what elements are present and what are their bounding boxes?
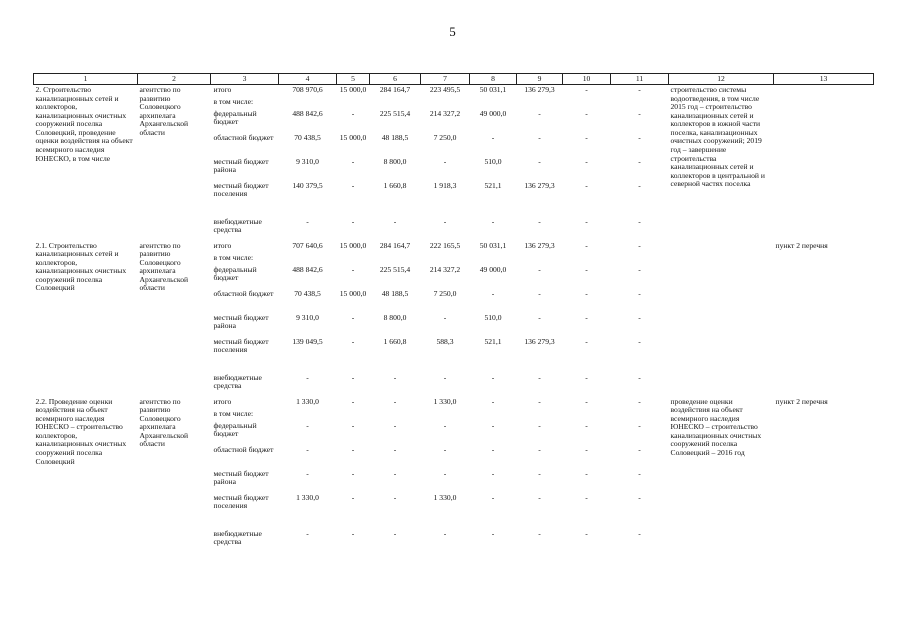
amount-cell: - bbox=[638, 420, 641, 430]
executor-cell: агентство по развитию Соловецкого архипелага Архангельской области bbox=[139, 85, 189, 137]
measure-name-cell: 2.2. Проведение оценки воздействия на объект всемирного наследия ЮНЕСКО – строительство коллекторов, канализационных очистных сооружений поселка Соловецкий bbox=[35, 396, 127, 466]
amount-cell: - bbox=[538, 216, 541, 226]
amount-cell: 8 800,0 bbox=[383, 156, 407, 166]
amount-cell: - bbox=[351, 216, 355, 226]
column-number: 12 bbox=[669, 74, 774, 85]
funding-source-cell: в том числе: bbox=[213, 96, 254, 106]
amount-cell: - bbox=[393, 372, 397, 382]
amount-cell: - bbox=[638, 180, 641, 190]
amount-cell: 15 000,0 bbox=[339, 85, 367, 94]
amount-cell: 488 842,6 bbox=[292, 264, 323, 274]
amount-cell: - bbox=[393, 492, 397, 502]
expected-result-cell bbox=[669, 241, 774, 397]
amount-cell: - bbox=[638, 288, 641, 298]
funding-source-cell: областной бюджет bbox=[213, 444, 274, 454]
amount-cell: - bbox=[491, 132, 495, 142]
amount-cell: 8 800,0 bbox=[383, 312, 407, 322]
column-number: 6 bbox=[370, 74, 421, 85]
amount-cell: - bbox=[538, 264, 541, 274]
amount-cell: 9 310,0 bbox=[296, 312, 319, 322]
amount-cell: - bbox=[393, 396, 397, 406]
amount-cell: - bbox=[351, 312, 355, 322]
amount-cell: - bbox=[585, 180, 588, 190]
amount-cell bbox=[470, 409, 517, 421]
amount-cell: - bbox=[638, 444, 641, 454]
amount-cell: 707 640,6 bbox=[292, 240, 323, 250]
amount-cell: - bbox=[538, 528, 541, 538]
page-number: 5 bbox=[449, 24, 456, 39]
amount-cell: 49 000,0 bbox=[479, 264, 507, 274]
amount-cell: 521,1 bbox=[484, 180, 502, 190]
funding-source-cell: внебюджетные средства bbox=[213, 528, 262, 547]
amount-cell: 15 000,0 bbox=[339, 132, 367, 142]
funding-source-cell: местный бюджет района bbox=[213, 312, 269, 331]
amount-cell: - bbox=[351, 264, 355, 274]
column-number: 10 bbox=[563, 74, 611, 85]
amount-cell bbox=[611, 409, 669, 421]
amount-cell: - bbox=[585, 108, 588, 118]
amount-cell bbox=[337, 97, 370, 109]
funding-source-cell: итого bbox=[213, 240, 232, 250]
amount-cell: - bbox=[585, 216, 588, 226]
amount-cell: - bbox=[491, 468, 495, 478]
amount-cell: - bbox=[306, 468, 309, 478]
amount-cell: - bbox=[638, 156, 641, 166]
amount-cell bbox=[563, 409, 611, 421]
amount-cell bbox=[611, 253, 669, 265]
amount-cell: 510,0 bbox=[484, 156, 502, 166]
amount-cell: 1 660,8 bbox=[383, 336, 407, 346]
column-number: 9 bbox=[517, 74, 563, 85]
table-body bbox=[34, 85, 874, 553]
amount-cell: 70 438,5 bbox=[294, 288, 321, 298]
amount-cell: 1 660,8 bbox=[383, 180, 407, 190]
expected-result-cell: проведение оценки воздействия на объект всемирного наследия ЮНЕСКО – строительство канализационных очистных сооружений поселка Соловецкий – 2016 год bbox=[670, 396, 762, 457]
table-row bbox=[34, 85, 874, 97]
funding-source-cell: внебюджетные средства bbox=[213, 372, 262, 391]
amount-cell: - bbox=[638, 336, 641, 346]
reference-cell: пункт 2 перечня bbox=[775, 396, 828, 406]
amount-cell: - bbox=[585, 156, 588, 166]
amount-cell: 50 031,1 bbox=[479, 240, 507, 250]
amount-cell: - bbox=[538, 444, 541, 454]
column-number: 8 bbox=[470, 74, 517, 85]
amount-cell: - bbox=[538, 108, 541, 118]
amount-cell: 15 000,0 bbox=[339, 240, 367, 250]
amount-cell: 223 495,5 bbox=[429, 85, 461, 94]
amount-cell: - bbox=[443, 468, 447, 478]
reference-cell bbox=[774, 85, 874, 241]
amount-cell: - bbox=[585, 312, 588, 322]
funding-source-cell: областной бюджет bbox=[213, 288, 274, 298]
amount-cell bbox=[279, 97, 337, 109]
amount-cell: - bbox=[443, 444, 447, 454]
amount-cell bbox=[421, 409, 470, 421]
amount-cell bbox=[517, 409, 563, 421]
amount-cell: - bbox=[443, 156, 447, 166]
amount-cell: 284 164,7 bbox=[379, 85, 411, 94]
amount-cell: 708 970,6 bbox=[292, 85, 323, 94]
amount-cell: - bbox=[585, 240, 588, 250]
funding-source-cell: в том числе: bbox=[213, 252, 254, 262]
amount-cell: - bbox=[538, 156, 541, 166]
amount-cell: 225 515,4 bbox=[379, 108, 411, 118]
amount-cell: - bbox=[638, 264, 641, 274]
column-number: 4 bbox=[279, 74, 337, 85]
measure-name-cell: 2.1. Строительство канализационных сетей и коллекторов, канализационных очистных сооружений поселка Соловецкий bbox=[35, 240, 127, 293]
amount-cell: - bbox=[491, 372, 495, 382]
amount-cell: - bbox=[585, 444, 588, 454]
amount-cell: - bbox=[491, 492, 495, 502]
amount-cell: - bbox=[393, 420, 397, 430]
amount-cell: 48 188,5 bbox=[381, 288, 409, 298]
amount-cell bbox=[337, 253, 370, 265]
amount-cell: 214 327,2 bbox=[429, 264, 461, 274]
amount-cell: 521,1 bbox=[484, 336, 502, 346]
amount-cell: 1 330,0 bbox=[296, 396, 319, 406]
funding-source-cell: в том числе: bbox=[213, 408, 254, 418]
amount-cell: - bbox=[393, 468, 397, 478]
funding-source-cell: местный бюджет поселения bbox=[213, 492, 269, 511]
amount-cell: - bbox=[351, 444, 355, 454]
amount-cell: - bbox=[351, 156, 355, 166]
column-number: 2 bbox=[138, 74, 211, 85]
amount-cell: 1 918,3 bbox=[433, 180, 457, 190]
amount-cell: - bbox=[306, 372, 309, 382]
program-table bbox=[33, 73, 874, 553]
amount-cell: - bbox=[538, 372, 541, 382]
amount-cell: - bbox=[393, 216, 397, 226]
amount-cell: - bbox=[351, 180, 355, 190]
amount-cell: - bbox=[585, 85, 588, 94]
funding-source-cell: федеральный бюджет bbox=[213, 264, 257, 283]
amount-cell bbox=[563, 97, 611, 109]
amount-cell bbox=[370, 253, 421, 265]
funding-source-cell: местный бюджет поселения bbox=[213, 336, 269, 355]
amount-cell: - bbox=[351, 372, 355, 382]
funding-source-cell: местный бюджет района bbox=[213, 468, 269, 487]
amount-cell: 139 049,5 bbox=[292, 336, 323, 346]
executor-cell: агентство по развитию Соловецкого архипелага Архангельской области bbox=[139, 396, 189, 449]
amount-cell: 488 842,6 bbox=[292, 108, 323, 118]
column-number-row bbox=[34, 74, 874, 85]
amount-cell: - bbox=[351, 492, 355, 502]
amount-cell: 136 279,3 bbox=[524, 336, 555, 346]
amount-cell: - bbox=[491, 444, 495, 454]
amount-cell bbox=[370, 97, 421, 109]
expected-result-cell: строительство системы водоотведения, в том числе 2015 год – строительство канализационных сетей и коллекторов в южной части поселка, канализационных очистных сооружений; 2019 год – завершение строительства канализационных сетей и коллекторов в центральной и северной частях поселка bbox=[670, 85, 765, 189]
amount-cell bbox=[611, 97, 669, 109]
amount-cell: 70 438,5 bbox=[294, 132, 321, 142]
amount-cell: - bbox=[638, 132, 641, 142]
amount-cell: - bbox=[638, 240, 641, 250]
amount-cell: 49 000,0 bbox=[479, 108, 507, 118]
amount-cell: - bbox=[585, 264, 588, 274]
amount-cell: - bbox=[351, 336, 355, 346]
amount-cell: - bbox=[638, 528, 641, 538]
amount-cell: - bbox=[585, 420, 588, 430]
amount-cell: - bbox=[585, 288, 588, 298]
amount-cell: - bbox=[443, 528, 447, 538]
amount-cell: - bbox=[585, 492, 588, 502]
amount-cell: - bbox=[638, 312, 641, 322]
funding-source-cell: местный бюджет района bbox=[213, 156, 269, 175]
table-row bbox=[34, 397, 874, 409]
amount-cell: 50 031,1 bbox=[479, 85, 507, 94]
amount-cell: - bbox=[443, 420, 447, 430]
amount-cell: - bbox=[491, 420, 495, 430]
amount-cell: - bbox=[638, 396, 641, 406]
amount-cell bbox=[370, 409, 421, 421]
amount-cell: - bbox=[443, 312, 447, 322]
reference-cell: пункт 2 перечня bbox=[775, 240, 828, 250]
amount-cell: - bbox=[491, 528, 495, 538]
amount-cell: 225 515,4 bbox=[379, 264, 411, 274]
amount-cell: - bbox=[638, 372, 641, 382]
funding-source-cell: итого bbox=[213, 396, 232, 406]
amount-cell: 588,3 bbox=[436, 336, 454, 346]
amount-cell: - bbox=[351, 396, 355, 406]
amount-cell: 1 330,0 bbox=[433, 396, 457, 406]
amount-cell bbox=[563, 253, 611, 265]
amount-cell: 222 165,5 bbox=[429, 240, 461, 250]
amount-cell: - bbox=[393, 528, 397, 538]
amount-cell: 284 164,7 bbox=[379, 240, 411, 250]
funding-source-cell: федеральный бюджет bbox=[213, 108, 257, 127]
amount-cell: - bbox=[538, 312, 541, 322]
amount-cell: - bbox=[638, 216, 641, 226]
amount-cell: - bbox=[351, 420, 355, 430]
amount-cell: 140 379,5 bbox=[292, 180, 323, 190]
amount-cell: - bbox=[351, 528, 355, 538]
amount-cell: - bbox=[585, 132, 588, 142]
amount-cell: - bbox=[538, 132, 541, 142]
measure-name-cell: 2. Строительство канализационных сетей и коллекторов, канализационных очистных сооружений поселка Соловецкий, проведение оценки воздействия на объект всемирного наследия ЮНЕСКО, в том числе bbox=[35, 85, 133, 163]
amount-cell: 1 330,0 bbox=[296, 492, 319, 502]
amount-cell: - bbox=[491, 288, 495, 298]
amount-cell: - bbox=[538, 492, 541, 502]
column-number: 3 bbox=[211, 74, 279, 85]
funding-source-cell: итого bbox=[213, 85, 232, 94]
amount-cell bbox=[421, 97, 470, 109]
amount-cell bbox=[517, 97, 563, 109]
amount-cell: - bbox=[585, 336, 588, 346]
amount-cell: - bbox=[585, 396, 588, 406]
amount-cell: 15 000,0 bbox=[339, 288, 367, 298]
column-number: 7 bbox=[421, 74, 470, 85]
amount-cell: - bbox=[491, 396, 495, 406]
amount-cell: - bbox=[491, 216, 495, 226]
amount-cell: 136 279,3 bbox=[524, 180, 555, 190]
amount-cell bbox=[470, 253, 517, 265]
funding-source-cell: местный бюджет поселения bbox=[213, 180, 269, 199]
funding-source-cell: внебюджетные средства bbox=[213, 216, 262, 235]
amount-cell bbox=[421, 253, 470, 265]
amount-cell: 136 279,3 bbox=[524, 85, 555, 94]
amount-cell: - bbox=[638, 108, 641, 118]
amount-cell: - bbox=[638, 492, 641, 502]
amount-cell: 48 188,5 bbox=[381, 132, 409, 142]
amount-cell: - bbox=[351, 108, 355, 118]
amount-cell: 9 310,0 bbox=[296, 156, 319, 166]
amount-cell: - bbox=[585, 372, 588, 382]
funding-source-cell: областной бюджет bbox=[213, 132, 274, 142]
amount-cell bbox=[470, 97, 517, 109]
amount-cell: - bbox=[538, 396, 541, 406]
amount-cell: 510,0 bbox=[484, 312, 502, 322]
amount-cell bbox=[517, 253, 563, 265]
amount-cell: - bbox=[585, 468, 588, 478]
amount-cell: - bbox=[538, 468, 541, 478]
amount-cell: - bbox=[393, 444, 397, 454]
amount-cell: - bbox=[306, 216, 309, 226]
amount-cell bbox=[279, 253, 337, 265]
amount-cell: 214 327,2 bbox=[429, 108, 461, 118]
amount-cell: - bbox=[443, 216, 447, 226]
amount-cell: - bbox=[351, 468, 355, 478]
executor-cell: агентство по развитию Соловецкого архипелага Архангельской области bbox=[139, 240, 189, 293]
column-number: 11 bbox=[611, 74, 669, 85]
amount-cell: - bbox=[638, 468, 641, 478]
amount-cell: 136 279,3 bbox=[524, 240, 555, 250]
amount-cell: - bbox=[585, 528, 588, 538]
amount-cell: - bbox=[306, 420, 309, 430]
column-number: 1 bbox=[34, 74, 138, 85]
amount-cell: 1 330,0 bbox=[433, 492, 457, 502]
amount-cell: 7 250,0 bbox=[433, 288, 457, 298]
amount-cell bbox=[279, 409, 337, 421]
amount-cell bbox=[337, 409, 370, 421]
column-number: 13 bbox=[774, 74, 874, 85]
amount-cell: - bbox=[443, 372, 447, 382]
amount-cell: 7 250,0 bbox=[433, 132, 457, 142]
amount-cell: - bbox=[306, 528, 309, 538]
table-row bbox=[34, 241, 874, 253]
amount-cell: - bbox=[538, 288, 541, 298]
amount-cell: - bbox=[538, 420, 541, 430]
funding-source-cell: федеральный бюджет bbox=[213, 420, 257, 439]
column-number: 5 bbox=[337, 74, 370, 85]
amount-cell: - bbox=[638, 85, 641, 94]
amount-cell: - bbox=[306, 444, 309, 454]
